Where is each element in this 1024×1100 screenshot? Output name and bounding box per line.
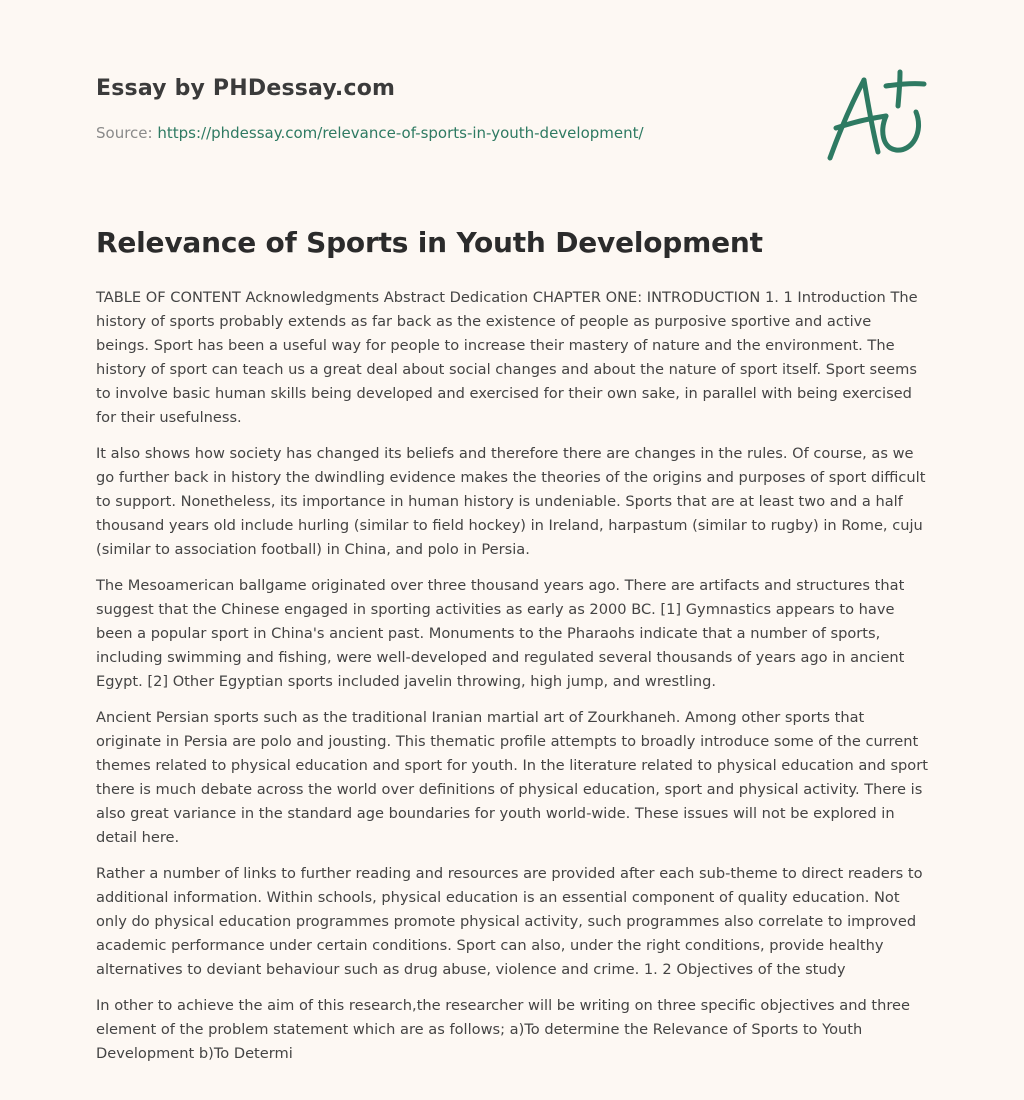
source-label: Source: [96,124,153,142]
source-link[interactable]: https://phdessay.com/relevance-of-sports-in-youth-development/ [157,124,644,142]
essay-title: Relevance of Sports in Youth Development [96,226,763,259]
essay-paragraph: TABLE OF CONTENT Acknowledgments Abstract Dedication CHAPTER ONE: INTRODUCTION 1. 1 Introduction The history of sports probably extends as far back as the existence of people as purposive sportive and active beings. Sport has been a useful way for people to increase their mastery of nature and the environment. The history of sport can teach us a great deal about social changes and about the nature of sport itself. Sport seems to involve basic human skills being developed and exercised for their own sake, in parallel with being exercised for their usefulness. [96,289,918,426]
site-title: Essay by PHDessay.com [96,76,396,101]
essay-paragraph: In other to achieve the aim of this research,the researcher will be writing on three specific objectives and three element of the problem statement which are as follows; a)To determine the Relevance of Sports to Youth Development b)To Determi [96,997,910,1062]
essay-body [96,286,928,1078]
source-line [96,124,644,142]
essay-paragraph: The Mesoamerican ballgame originated over three thousand years ago. There are artifacts and structures that suggest that the Chinese engaged in sporting activities as early as 2000 BC. [1] Gymnastics appears to have been a popular sport in China's ancient past. Monuments to the Pharaohs indicate that a number of sports, including swimming and fishing, were well-developed and regulated several thousands of years ago in ancient Egypt. [2] Other Egyptian sports included javelin throwing, high jump, and wrestling. [96,577,905,690]
essay-paragraph: Ancient Persian sports such as the traditional Iranian martial art of Zourkhaneh. Among other sports that originate in Persia are polo and jousting. This thematic profile attempts to broadly introduce some of the current themes related to physical education and sport for youth. In the literature related to physical education and sport there is much debate across the world over definitions of physical education, sport and physical activity. There is also great variance in the standard age boundaries for youth world-wide. These issues will not be explored in detail here. [96,709,928,846]
essay-paragraph: It also shows how society has changed its beliefs and therefore there are changes in the rules. Of course, as we go further back in history the dwindling evidence makes the theories of the origins and purposes of sport difficult to support. Nonetheless, its importance in human history is undeniable. Sports that are at least two and a half thousand years old include hurling (similar to field hockey) in Ireland, harpastum (similar to rugby) in Rome, cuju (similar to association football) in China, and polo in Persia. [96,445,926,558]
a-plus-grade-icon [820,66,928,166]
essay-paragraph: Rather a number of links to further reading and resources are provided after each sub-theme to direct readers to additional information. Within schools, physical education is an essential component of quality education. Not only do physical education programmes promote physical activity, such programmes also correlate to improved academic performance under certain conditions. Sport can also, under the right conditions, provide healthy alternatives to deviant behaviour such as drug abuse, violence and crime. 1. 2 Objectives of the study [96,865,923,978]
